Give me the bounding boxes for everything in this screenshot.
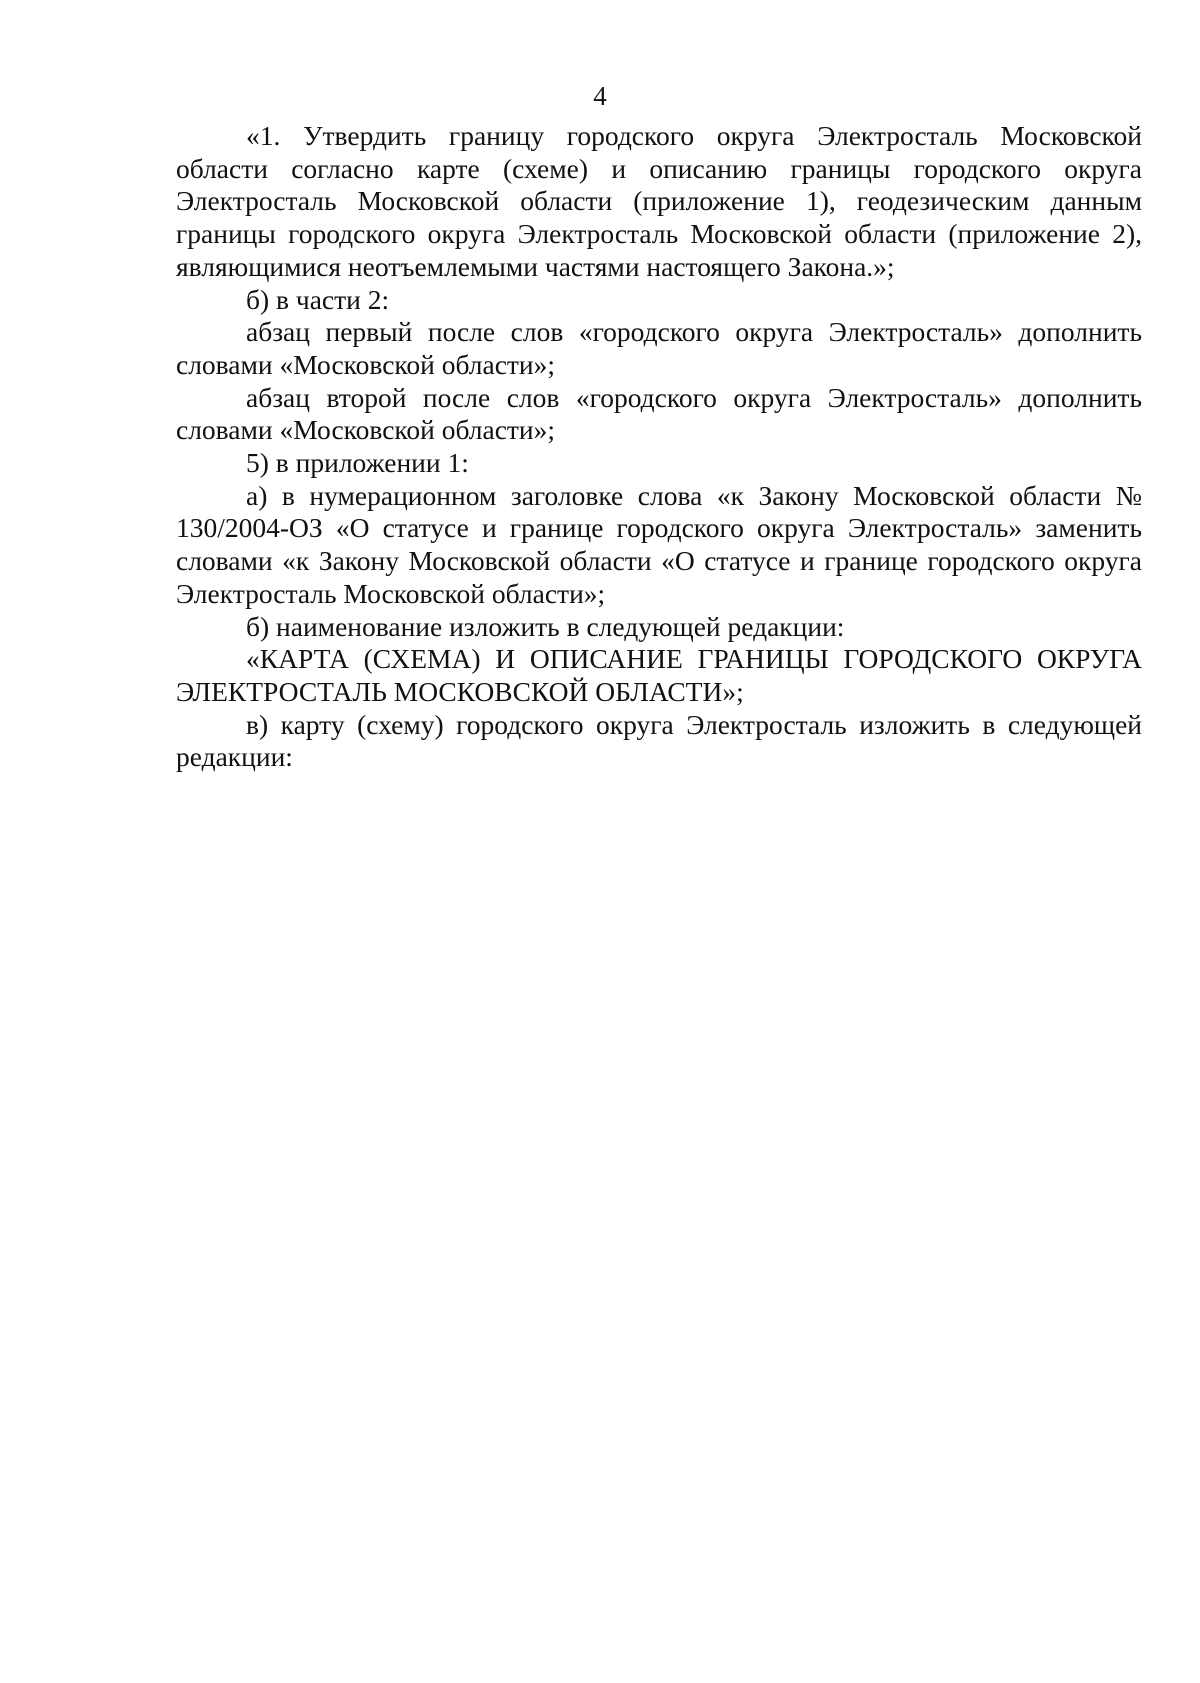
document-body	[176, 120, 1142, 774]
paragraph-second-abzac: абзац второй после слов «городского округа Электросталь» дополнить словами «Московской области»;	[176, 381, 1142, 446]
paragraph-title-edit: б) наименование изложить в следующей редакции:	[246, 610, 845, 642]
paragraph-part-2: б) в части 2:	[246, 283, 390, 315]
paragraph-map-edit: в) карту (схему) городского округа Электросталь изложить в следующей редакции:	[176, 708, 1142, 773]
paragraph-first-abzac: абзац первый после слов «городского округа Электросталь» дополнить словами «Московской области»;	[176, 316, 1142, 380]
paragraph-appendix-1: 5) в приложении 1:	[246, 447, 469, 479]
paragraph-approve-boundary: «1. Утвердить границу городского округа Электросталь Московской области согласно карте (схеме) и описанию границы городского округа Электросталь Московской области (приложение 1), геодезическим данным границы городского округа Электросталь Московской области (приложение 2), являющимися неотъемлемыми частями настоящего Закона.»;	[176, 120, 1142, 282]
page-number: 4	[593, 81, 607, 111]
paragraph-new-title: «КАРТА (СХЕМА) И ОПИСАНИЕ ГРАНИЦЫ ГОРОДСКОГО ОКРУГА ЭЛЕКТРОСТАЛЬ МОСКОВСКОЙ ОБЛАСТИ»;	[176, 643, 1142, 707]
paragraph-numbered-heading: а) в нумерационном заголовке слова «к Закону Московской области № 130/2004-ОЗ «О статусе и границе городского округа Электросталь» заменить словами «к Закону Московской области «О статусе и границе городского округа Электросталь Московской области»;	[176, 479, 1142, 609]
